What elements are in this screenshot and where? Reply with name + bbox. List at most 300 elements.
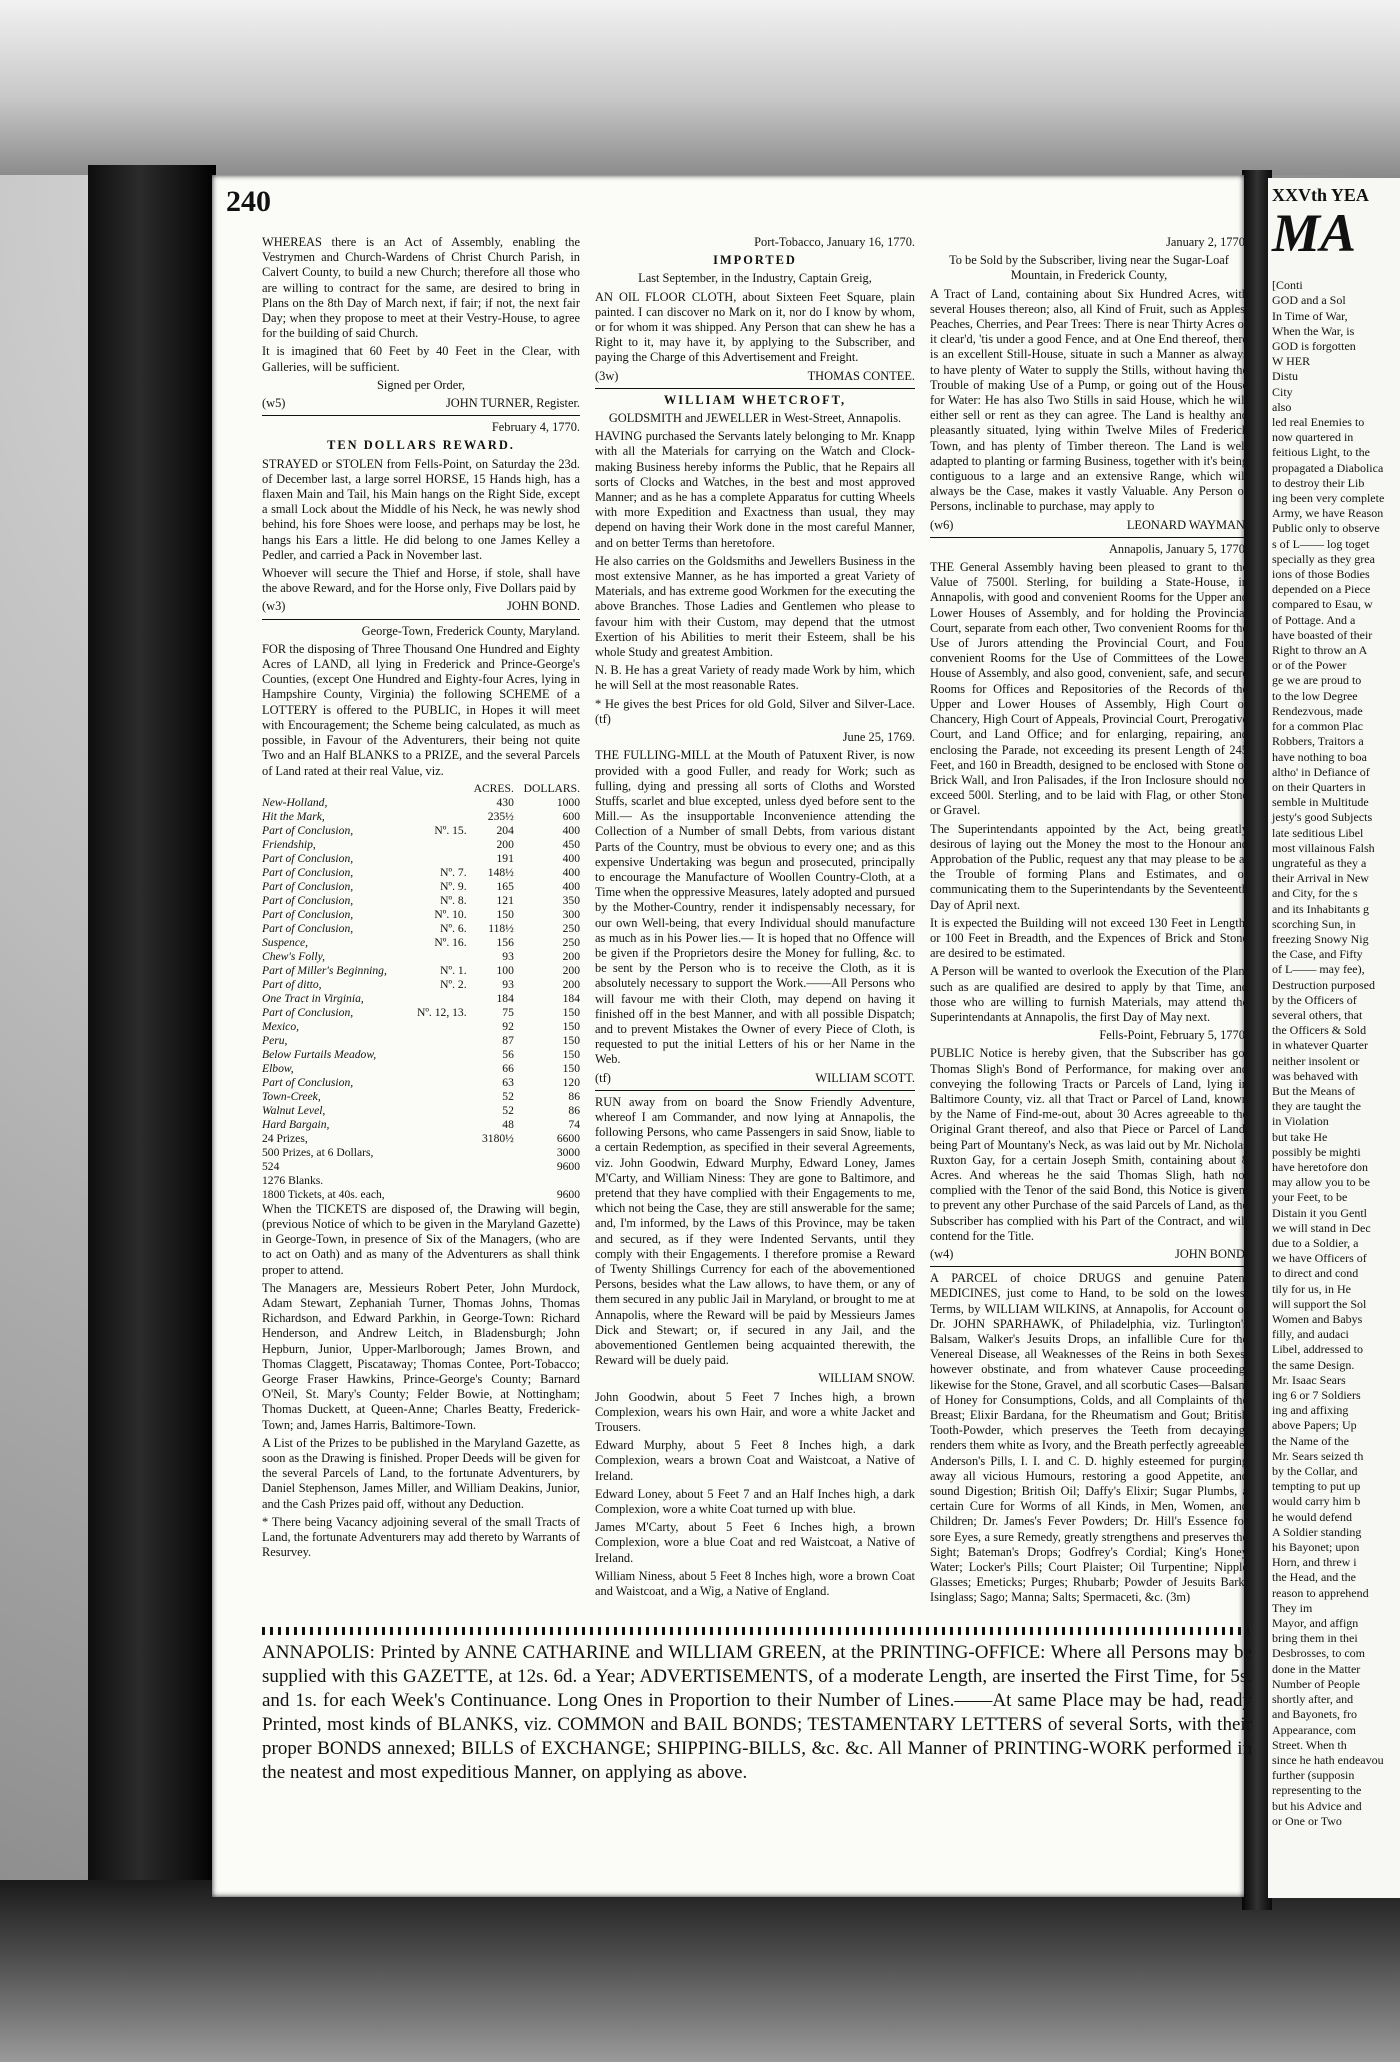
lottery-row [262, 922, 580, 936]
total-dollars: 9600 [556, 1159, 580, 1173]
signatory: WILLIAM SCOTT. [815, 1070, 915, 1085]
lottery-name: Mexico, [262, 1019, 300, 1033]
ad-paragraph: Whoever will secure the Thief and Horse, if stole, shall have the above Reward, and for the Horse only, Five Dollars paid by [262, 566, 580, 596]
lottery-name: Part of Conclusion, [262, 921, 354, 935]
next-page-line: Robbers, Traitors a [1272, 734, 1364, 749]
printer-imprint [262, 1627, 1252, 1785]
lottery-dollars: 450 [562, 837, 580, 851]
ad-paragraph: * There being Vacancy adjoining several of the small Tracts of Land, the fortunate Adventurers may add thereto by Warrants of Resurvey. [262, 1514, 580, 1560]
next-page-line: was behaved with [1272, 1068, 1358, 1083]
lottery-name: New-Holland, [262, 795, 328, 809]
lottery-row [262, 824, 580, 838]
ad-paragraph: RUN away from on board the Snow Friendly Adventure, whereof I am Commander, and now lying at Annapolis, the following Persons, who came Passengers in said Snow, liable to a certain Redemption, as specified in their several Agreements, viz. John Goodwin, Edward Murphy, Edward Loney, James M'Carty, and William Niness: They are gone to Baltimore, and pretend that they have complied with their Engagements to me, which not being the Case, they are still answerable for the same; and, I'm informed, by the Laws of this Province, may be taken and secured, as if they were Indented Servants, until they comply with their Engagements. I therefore promise a Reward of Twenty Shillings Currency for each of the abovementioned Persons, besides what the Law allows, to have them, or any of them secured in any public Jail in Maryland, or brought to me at Annapolis, where the Reward will be paid by Messieurs James Dick and Stewart; or, if secured in any Jail, and the abovementioned Gentlemen being acquainted therewith, the Reward will be duely paid. [595, 1094, 915, 1368]
next-page-line: of Pottage. And a [1272, 612, 1356, 627]
scan-top-shadow [0, 0, 1400, 175]
lottery-dollars: 86 [568, 1089, 580, 1103]
next-page-line: by the Collar, and [1272, 1464, 1358, 1479]
ad-paragraph: Edward Loney, about 5 Feet 7 and an Half Inches high, a dark Complexion, wore a white Coat turned up with blue. [595, 1486, 915, 1517]
next-page-header: XXVth YEA [1272, 185, 1369, 205]
lottery-dollars: 350 [562, 893, 580, 907]
next-page-line: semble in Multitude [1272, 795, 1369, 810]
next-page-line: filly, and audaci [1272, 1327, 1349, 1342]
lottery-acres: 75 [502, 1005, 514, 1019]
ad-paragraph: John Goodwin, about 5 Feet 7 Inches high, a brown Complexion, wears his own Hair, and wore a white Jacket and Trousers. [595, 1389, 915, 1435]
lottery-dollars: 150 [562, 1019, 580, 1033]
column-rule [262, 619, 580, 620]
lottery-total-row [262, 1160, 580, 1174]
next-page-line: but his Advice and [1272, 1798, 1362, 1813]
lottery-dollars: 150 [562, 1061, 580, 1075]
next-page-line: Desbrosses, to com [1272, 1646, 1365, 1661]
ad-paragraph: HAVING purchased the Servants lately belonging to Mr. Knapp with all the Materials for carrying on the Watch and Clock-making Business hereby informs the Public, that he Repairs all sorts of Clocks and Watches, in the best and most approved Manner; and as he has a complete Apparatus for cutting Wheels with more Expedition and Exactness than usual, they may depend on having their Work done in the most careful Manner, and on better Terms than heretofore. [595, 429, 915, 550]
next-page-line: City [1272, 384, 1293, 399]
next-page-line: most villainous Falsh [1272, 840, 1375, 855]
ad-paragraph: A List of the Prizes to be published in the Maryland Gazette, as soon as the Drawing is finished. Proper Deeds will be given for the several Parcels of Land, to the fortunate Adventurers, by Daniel Stephenson, James Miller, and William Deakins, Junior, and the Cash Prizes paid off, without any Deduction. [262, 1435, 580, 1511]
ad-heading: TEN DOLLARS REWARD. [327, 438, 515, 453]
dollars-header: DOLLARS. [523, 781, 580, 795]
next-page-line: further (supposin [1272, 1768, 1355, 1783]
next-page-line: GOD and a Sol [1272, 293, 1346, 308]
scan-bottom-shadow [0, 1880, 1400, 2062]
total-acres [467, 1146, 514, 1160]
signature-line [262, 599, 580, 614]
lottery-row [262, 1020, 580, 1034]
next-page-line: Mr. Sears seized th [1272, 1448, 1364, 1463]
lottery-row [262, 810, 580, 824]
lottery-name: Hard Bargain, [262, 1117, 330, 1131]
ad-paragraph: WHEREAS there is an Act of Assembly, enabling the Vestrymen and Church-Wardens of Christ Church Parish, in Calvert County, to build a new Church; therefore all those who are willing to contract for the same, are desired to bring in Plans on the 8th Day of March next, if fair; if not, the next fair Day; when they propose to meet at their Vestry-House, to agree for the building of said Church. [262, 235, 580, 341]
signature-line [595, 369, 915, 384]
next-page-line: the Name of the [1272, 1433, 1349, 1448]
lottery-dollars: 74 [568, 1117, 580, 1131]
lottery-no [408, 1034, 466, 1048]
next-page-line: s of L—— log toget [1272, 536, 1370, 551]
next-page-line: have boasted of their [1272, 627, 1373, 642]
lottery-acres: 56 [502, 1047, 514, 1061]
total-label: 524 [262, 1159, 280, 1173]
lottery-no [408, 796, 466, 810]
lottery-row [262, 852, 580, 866]
next-page-line: they are taught the [1272, 1099, 1361, 1114]
lottery-row [262, 1118, 580, 1132]
lottery-no [408, 1062, 466, 1076]
next-page-line: possibly be mighti [1272, 1144, 1361, 1159]
lottery-acres: 48 [502, 1117, 514, 1131]
total-label: 500 Prizes, at 6 Dollars, [262, 1145, 374, 1159]
lottery-acres: 100 [496, 963, 514, 977]
next-page-line: reason to apprehend [1272, 1585, 1369, 1600]
ad-dateline: George-Town, Frederick County, Maryland. [361, 623, 580, 638]
next-page-line [1272, 263, 1400, 278]
lottery-acres: 184 [496, 991, 514, 1005]
next-page-line: may allow you to be [1272, 1175, 1370, 1190]
lottery-name: Part of Miller's Beginning, [262, 963, 387, 977]
lottery-dollars: 300 [562, 907, 580, 921]
next-page-line: freezing Snowy Nig [1272, 931, 1369, 946]
ad-paragraph: He also carries on the Goldsmiths and Jewellers Business in the most extensive Manner, as he has imported a great Variety of Materials, and has extreme good Workmen for the executing the above Branches. Those Ladies and Gentlemen who please to favour him with their Custom, may depend that the utmost Exertion of his Abilities to merit their Esteem, shall be his whole Study and greatest Ambition. [595, 553, 915, 660]
next-page-line: and Bayonets, fro [1272, 1707, 1357, 1722]
lottery-dollars: 400 [562, 851, 580, 865]
next-page-line: bring them in thei [1272, 1631, 1358, 1646]
lottery-no [408, 992, 466, 1006]
next-page-line: W HER [1272, 354, 1311, 369]
next-page-line: or One or Two [1272, 1813, 1342, 1828]
lottery-acres: 52 [502, 1103, 514, 1117]
column-rule [930, 537, 1248, 538]
lottery-name: Town-Creek, [262, 1089, 321, 1103]
ad-heading: IMPORTED [713, 253, 797, 268]
lottery-no: Nº. 9. [440, 879, 467, 893]
lottery-acres: 204 [496, 823, 514, 837]
lottery-name: Part of Conclusion, [262, 907, 354, 921]
next-page-line: have heretofore don [1272, 1159, 1368, 1174]
ad-code: (3w) [595, 368, 619, 383]
ad-paragraph: Edward Murphy, about 5 Feet 8 Inches high, a dark Complexion, wears a brown Coat and Waistcoat, a Native of Ireland. [595, 1438, 915, 1483]
column-2-ads [595, 235, 915, 1599]
lottery-name: Part of Conclusion, [262, 1005, 354, 1019]
next-page-line: will support the Sol [1272, 1296, 1367, 1311]
next-page-line: Mr. Isaac Sears [1272, 1372, 1346, 1387]
next-page-line: ing been very complete [1272, 491, 1385, 506]
next-page-line: late seditious Libel [1272, 825, 1364, 840]
ad-code: (w6) [930, 517, 954, 532]
lottery-dollars: 400 [562, 865, 580, 879]
ad-paragraph: It is expected the Building will not exceed 130 Feet in Length, or 100 Feet in Breadth, and the Expences of Brick and Stone are desired to be estimated. [930, 915, 1248, 961]
lottery-acres: 93 [502, 949, 514, 963]
lottery-acres: 118½ [488, 921, 514, 935]
ad-paragraph: A Person will be wanted to overlook the Execution of the Plan; such as are qualified are desired to apply by that Time, and those who are willing to furnish Materials, may attend the Superintendants at Annapolis, the first Day of May next. [930, 964, 1248, 1024]
next-page-line: Right to throw an A [1272, 643, 1368, 658]
lottery-row [262, 978, 580, 992]
ad-paragraph: William Niness, about 5 Feet 8 Inches high, wore a brown Coat and Waistcoat, and a Wig, a Native of England. [595, 1568, 915, 1599]
lottery-dollars: 400 [562, 823, 580, 837]
next-page-line: done in the Matter [1272, 1661, 1361, 1676]
lottery-no: Nº. 2. [440, 977, 467, 991]
book-spine [88, 165, 216, 1900]
next-page-line: neither insolent or [1272, 1053, 1360, 1068]
lottery-acres: 156 [496, 935, 514, 949]
total-dollars: 3000 [556, 1145, 580, 1159]
lottery-no [408, 1090, 466, 1104]
signatory: JOHN BOND. [507, 599, 580, 614]
next-page-line: ing 6 or 7 Soldiers [1272, 1388, 1361, 1403]
next-page-line: ing and affixing [1272, 1403, 1349, 1418]
next-page-line: depended on a Piece [1272, 582, 1371, 597]
signatory: LEONARD WAYMAN. [1126, 517, 1248, 532]
lottery-name: Below Furtails Meadow, [262, 1047, 377, 1061]
lottery-no [408, 1020, 466, 1034]
lottery-row [262, 1006, 580, 1020]
next-page-line: They im [1272, 1600, 1313, 1615]
lottery-name: Part of Conclusion, [262, 879, 354, 893]
lottery-no: Nº. 6. [440, 921, 467, 935]
lottery-no: Nº. 10. [434, 907, 467, 921]
lottery-no: Nº. 15. [434, 823, 467, 837]
ad-dateline: Fells-Point, February 5, 1770. [1099, 1028, 1248, 1043]
lottery-row [262, 936, 580, 950]
lottery-name: Part of Conclusion, [262, 893, 354, 907]
ad-paragraph: The Superintendants appointed by the Act, being greatly desirous of laying out the Money the most to the Honour and Approbation of the Public, request any that may please to be at the Trouble of forming Plans and Estimates, and of communicating them to the Superintendants by the Seventeenth Day of April next. [930, 821, 1248, 912]
lottery-row [262, 880, 580, 894]
lottery-acres: 191 [496, 851, 514, 865]
lottery-dollars: 150 [562, 1033, 580, 1047]
next-page-line: representing to the [1272, 1783, 1362, 1798]
ad-dateline: To be Sold by the Subscriber, living near the Sugar-Loaf Mountain, in Frederick County, [949, 253, 1229, 283]
next-page-line: altho' in Defiance of [1272, 764, 1370, 779]
column-rule [595, 1090, 915, 1091]
total-label: 1800 Tickets, at 40s. each, [262, 1187, 385, 1201]
next-page-line: A Soldier standing [1272, 1524, 1362, 1539]
next-page-line: to direct and cond [1272, 1266, 1359, 1281]
ad-heading: WILLIAM WHETCROFT, [663, 392, 847, 407]
ad-paragraph: AN OIL FLOOR CLOTH, about Sixteen Feet Square, plain painted. I can discover no Mark on it, nor do I know by whom, or for whom it was shipped. Any Person that can shew he has a Right to it, may have it, by applying to the Subscriber, and paying the Charge of this Advertisement and Freight. [595, 289, 915, 365]
page-number: 240 [226, 185, 271, 218]
lottery-acres: 121 [496, 893, 514, 907]
next-page-line: propagated a Diabolica [1272, 460, 1384, 475]
next-page-line: now quartered in [1272, 430, 1354, 445]
lottery-name: Chew's Folly, [262, 949, 326, 963]
next-page-line: compared to Esau, w [1272, 597, 1373, 612]
next-page-line: When the War, is [1272, 323, 1355, 338]
next-page-line: would carry him b [1272, 1494, 1361, 1509]
ad-paragraph: FOR the disposing of Three Thousand One Hundred and Eighty Acres of LAND, all lying in Frederick and Prince-George's Counties, (except One Hundred and Eighty-four Acres, lying in Hampshire County, Virginia) the following SCHEME of a LOTTERY is offered to the PUBLIC, in Hopes it will meet with Encouragement; the Scheme being calculated, as much as possible, in Favour of the Adventurers, their being not quite Two and an Half BLANKS to a PRIZE, and the several Parcels of Land rated at their real Value, viz. [262, 641, 580, 778]
lottery-name: Friendship, [262, 837, 316, 851]
next-page-line: since he hath endeavou [1272, 1752, 1384, 1767]
ad-paragraph: THE General Assembly having been pleased to grant to the Value of 7500l. Sterling, for building a State-House, in Annapolis, with good and convenient Rooms for the Upper and Lower Houses of Assembly, and for holding the Provincial Court, separate from each other, Two convenient Rooms for the Use of Jurors attending the Provincial Court, and Four convenient Rooms for the Use of Committees of the Lower House of Assembly, and also good, convenient, safe, and secure Rooms for Offices and Repositories of the Records of the Upper and Lower Houses of Assembly, High Court of Chancery, High Court of Appeals, Provincial Court, Prerogative Court, and Land Office; and for enlarging, repairing, and enclosing the Parade, not exceeding its present Length of 245 Feet, and 160 in Breadth, designed to be enclosed with Stone or Brick Wall, and Iron Palisades, if the Iron Inclosure should not exceed 500l. Sterling, and to be laid with Flag, or other Stone or Gravel. [930, 560, 1248, 818]
signatory: JOHN BOND. [1175, 1247, 1248, 1261]
lottery-dollars: 250 [562, 921, 580, 935]
lottery-acres: 52 [502, 1089, 514, 1103]
column-2 [595, 235, 915, 1602]
next-page-line: have nothing to boa [1272, 749, 1367, 764]
lottery-acres: 430 [496, 795, 514, 809]
next-page-line: ungrateful as they a [1272, 855, 1367, 870]
lottery-no [408, 852, 466, 866]
column-3-ads [930, 235, 1248, 1606]
total-dollars: 6600 [556, 1131, 580, 1145]
next-page-line: tily for us, in He [1272, 1281, 1351, 1296]
lottery-row [262, 950, 580, 964]
lottery-no: Nº. 7. [440, 865, 467, 879]
lottery-no [408, 1076, 466, 1090]
next-page-line: Army, we have Reason [1272, 506, 1384, 521]
next-page-line: Public only to observe [1272, 521, 1380, 536]
next-page-text [1272, 185, 1400, 1829]
lottery-dollars: 86 [568, 1103, 580, 1117]
signature-line [930, 518, 1248, 533]
next-page-line: Horn, and threw i [1272, 1555, 1357, 1570]
total-dollars: 9600 [556, 1187, 580, 1201]
lottery-name: Elbow, [262, 1061, 294, 1075]
column-rule [262, 415, 580, 416]
total-label: 24 Prizes, [262, 1131, 308, 1145]
lottery-dollars: 1000 [556, 795, 580, 809]
lottery-dollars: 600 [562, 809, 580, 823]
lottery-acres: 66 [502, 1061, 514, 1075]
lottery-acres: 148½ [487, 865, 514, 879]
lottery-row [262, 796, 580, 810]
lottery-name: Hit the Mark, [262, 809, 325, 823]
next-page-line: GOD is forgotten [1272, 339, 1356, 354]
next-page-line: Destruction purposed [1272, 977, 1375, 992]
lottery-no: Nº. 8. [440, 893, 467, 907]
next-page-line: Libel, addressed to [1272, 1342, 1363, 1357]
next-page-line: But the Means of [1272, 1083, 1355, 1098]
column-1 [262, 235, 580, 1563]
lottery-dollars: 184 [562, 991, 580, 1005]
lottery-total-row [262, 1146, 580, 1160]
lottery-acres: 93 [502, 977, 514, 991]
next-page-edge [1268, 178, 1400, 1898]
next-page-line: and City, for the s [1272, 886, 1358, 901]
ad-code: (tf) [595, 1070, 611, 1085]
next-page-line: their Arrival in New [1272, 871, 1369, 886]
lottery-row [262, 964, 580, 978]
lottery-total-row [262, 1188, 580, 1202]
next-page-line: we will stand in Dec [1272, 1220, 1371, 1235]
next-page-line: for a common Plac [1272, 719, 1363, 734]
next-page-line: Mayor, and affign [1272, 1616, 1359, 1631]
ad-paragraph: PUBLIC Notice is hereby given, that the Subscriber has got Thomas Sligh's Bond of Performance, for making over and conveying the following Tracts or Parcels of Land, lying in Baltimore County, viz. all that Tract or Parcel of Land, known by the Name of Find-me-out, about 30 Acres agreeable to the Original Grant thereof, and also that Piece or Parcel of Land, being Part of Mountany's Neck, as was laid out by Mr. Nicholas Ruxton Gay, for a certain Joseph Smith, containing about 8 Acres. And whereas he the said Thomas Sligh, hath not complied with the Tenor of the said Bond, this Notice is given, to prevent any other Purchase of the said Parcels of Land, as the Subscriber has complied with his Part of the Contract, and will contend for the Title. [930, 1046, 1248, 1243]
lottery-dollars: 200 [562, 977, 580, 991]
newspaper-page [212, 175, 1252, 1897]
lottery-row [262, 992, 580, 1006]
ad-dateline: Annapolis, January 5, 1770. [1108, 541, 1248, 556]
next-page-line: Women and Babys [1272, 1312, 1363, 1327]
next-page-line: Street. When th [1272, 1737, 1347, 1752]
next-page-line: above Papers; Up [1272, 1418, 1357, 1433]
lottery-name: Part of Conclusion, [262, 1075, 354, 1089]
next-page-line: led real Enemies to [1272, 415, 1365, 430]
lottery-row [262, 894, 580, 908]
next-page-line: the same Design. [1272, 1357, 1355, 1372]
lottery-name: Suspence, [262, 935, 309, 949]
ad-dateline: February 4, 1770. [491, 420, 580, 435]
next-page-line: we have Officers of [1272, 1251, 1367, 1266]
ad-code: (w4) [930, 1247, 954, 1261]
lottery-acres: 235½ [487, 809, 514, 823]
next-page-line: shortly after, and [1272, 1692, 1354, 1707]
lottery-row [262, 908, 580, 922]
lottery-acres: 150 [496, 907, 514, 921]
lottery-no: Nº. 1. [440, 963, 467, 977]
lottery-no [408, 1104, 466, 1118]
next-page-line: to the low Degree [1272, 688, 1358, 703]
total-acres [467, 1160, 514, 1174]
column-3 [930, 235, 1248, 1609]
signature-line [930, 1247, 1248, 1262]
next-page-line: ge we are proud to [1272, 673, 1362, 688]
lottery-no [408, 1048, 466, 1062]
lottery-no [408, 950, 466, 964]
next-page-line: or of the Power [1272, 658, 1347, 673]
ad-dateline: Last September, in the Industry, Captain Greig, [638, 271, 872, 286]
lottery-no [408, 838, 466, 852]
lottery-name: Part of Conclusion, [262, 851, 354, 865]
lottery-name: Peru, [262, 1033, 288, 1047]
next-page-line: tempting to put up [1272, 1479, 1361, 1494]
next-page-line: Distain it you Gentl [1272, 1205, 1367, 1220]
ad-paragraph: A Tract of Land, containing about Six Hundred Acres, with several Houses thereon; also, all Kind of Fruit, such as Apples, Peaches, Cherries, and Pear Trees: There is near Thirty Acres of it clear'd, 'tis under a good Fence, and at One End thereof, there is an excellent Still-House, situate in such a Manner as always to have plenty of Water to supply the Stills, without having the Trouble of making Use of a Pump, or going out of the House for Water: He has also Two Stills in said House, which he will either sell or rent as they can agree. The Land is healthy and pleasantly situated, lying within Twelve Miles of Frederick Town, and has plenty of Timber thereon. The Land is well adapted to planting or farming Business, together with it's being contiguous to a large and an extensive Range, which will always be the Case, makes it vastly Valuable. Any Person or Persons, inclinable to purchase, may apply to [930, 286, 1248, 514]
lottery-total-row [262, 1132, 580, 1146]
lottery-dollars: 150 [562, 1047, 580, 1061]
lottery-no: Nº. 16. [434, 935, 467, 949]
next-page-line: Distu [1272, 369, 1299, 384]
column-rule [595, 388, 915, 389]
next-page-line: the Head, and the [1272, 1570, 1356, 1585]
lottery-acres: 165 [496, 879, 514, 893]
imprint-text: ANNAPOLIS: Printed by ANNE CATHARINE and WILLIAM GREEN, at the PRINTING-OFFICE: Where all Persons may be supplied with this GAZETTE, at 12s. 6d. a Year; ADVERTISEMENTS, of a moderate Length, are inserted the First Time, for 5s. and 1s. for each Week's Continuance. Long Ones in Proportion to their Number of Lines.——At same Place may be had, ready Printed, most kinds of BLANKS, viz. COMMON and BAIL BONDS; TESTAMENTARY LETTERS of several Sorts, with their proper BONDS annexed; BILLS of EXCHANGE; SHIPPING-BILLS, &c. &c. All Manner of PRINTING-WORK performed in the neatest and most expeditious Manner, on applying as above. [262, 1642, 1252, 1783]
lottery-scheme-table [262, 782, 580, 1202]
ad-dateline: January 2, 1770. [1166, 235, 1248, 249]
lottery-dollars: 200 [562, 949, 580, 963]
next-page-line: your Feet, to be [1272, 1190, 1348, 1205]
column-1-ads [262, 235, 580, 779]
lottery-no: Nº. 12, 13. [416, 1005, 467, 1019]
next-page-line: and its Inhabitants g [1272, 901, 1369, 916]
lottery-row [262, 1048, 580, 1062]
next-page-line: [Conti [1272, 278, 1303, 293]
ad-paragraph: STRAYED or STOLEN from Fells-Point, on Saturday the 23d. of December last, a large sorrel HORSE, 15 Hands high, has a flaxen Main and Tail, his Main hangs on the Right Side, except a small Lock about the Middle of his Neck, he was newly shod behind, his fore Shoes were loose, and perhaps may be lost, he hangs his Ears a little. He did belong to one James Kelley a Pedler, and carried a Pack in November last. [262, 456, 580, 562]
signatory: JOHN TURNER, Register. [445, 396, 580, 411]
lottery-acres: 92 [502, 1019, 514, 1033]
next-page-line: of L—— may fee), [1272, 962, 1365, 977]
lottery-no [408, 810, 466, 824]
next-page-line: on their Quarters in [1272, 779, 1366, 794]
lottery-row [262, 866, 580, 880]
lottery-header-row [262, 782, 580, 796]
total-acres [467, 1174, 514, 1188]
next-page-line: the Officers & Sold [1272, 1023, 1367, 1038]
next-page-line: several others, that [1272, 1007, 1363, 1022]
ad-code: (w5) [262, 396, 286, 411]
next-page-line: ions of those Bodies [1272, 567, 1370, 582]
next-page-line: but take He [1272, 1129, 1328, 1144]
signature-line [262, 396, 580, 411]
ad-paragraph: The Managers are, Messieurs Robert Peter, John Murdock, Adam Stewart, Zephaniah Turner, Thomas Johns, Thomas Richardson, and Edward Parkhin, in George-Town: Richard Henderson, and Andrew Leitch, in Bladensburgh; John Hepburn, Junior, Upper-Marlborough; James Brown, and Thomas Claggett, Piscataway; Thomas Contee, Port-Tobacco; George Fraser Hawkins, Prince-George's County; Barnard O'Neil, St. Mary's County; Felder Bowie, at Nottingham; Thomas Duckett, at Queen-Anne; Charles Beatty, Frederick-Town; and, James Harris, Baltimore-Town. [262, 1280, 580, 1432]
next-page-line: in whatever Quarter [1272, 1038, 1368, 1053]
lottery-name: Part of Conclusion, [262, 865, 354, 879]
lottery-row [262, 1090, 580, 1104]
total-acres: 3180½ [481, 1131, 514, 1145]
lottery-acres: 200 [496, 837, 514, 851]
next-page-line: due to a Soldier, a [1272, 1236, 1359, 1250]
next-page-line: the Case, and Fifty [1272, 947, 1363, 962]
lottery-dollars: 120 [562, 1075, 580, 1089]
ad-paragraph: When the TICKETS are disposed of, the Drawing will begin, (previous Notice of which to be given in the Maryland Gazette) in George-Town, in presence of Six of the Managers, (who are to act on Oath) and as many of the Adventurers as shall think proper to attend. [262, 1201, 580, 1277]
next-page-line: feitious Light, to the [1272, 445, 1370, 460]
lottery-name: Part of Conclusion, [262, 823, 354, 837]
lottery-row [262, 1034, 580, 1048]
next-page-line: Number of People [1272, 1676, 1360, 1691]
lottery-total-row [262, 1174, 580, 1188]
ad-dateline: June 25, 1769. [842, 730, 915, 745]
lottery-name: Walnut Level, [262, 1103, 326, 1117]
lottery-dollars: 400 [562, 879, 580, 893]
lottery-row [262, 1076, 580, 1090]
column-rule [930, 1266, 1248, 1267]
lottery-row [262, 1104, 580, 1118]
lottery-acres: 63 [502, 1075, 514, 1089]
next-page-line: by the Officers of [1272, 992, 1357, 1007]
next-page-line: he would defend [1272, 1509, 1352, 1524]
next-page-line: Rendezvous, made [1272, 703, 1363, 718]
signature-line [595, 1071, 915, 1086]
next-page-line: in Violation [1272, 1114, 1329, 1129]
lottery-row [262, 1062, 580, 1076]
column-1-ads-continued [262, 1202, 580, 1561]
lottery-name: Part of ditto, [262, 977, 322, 991]
